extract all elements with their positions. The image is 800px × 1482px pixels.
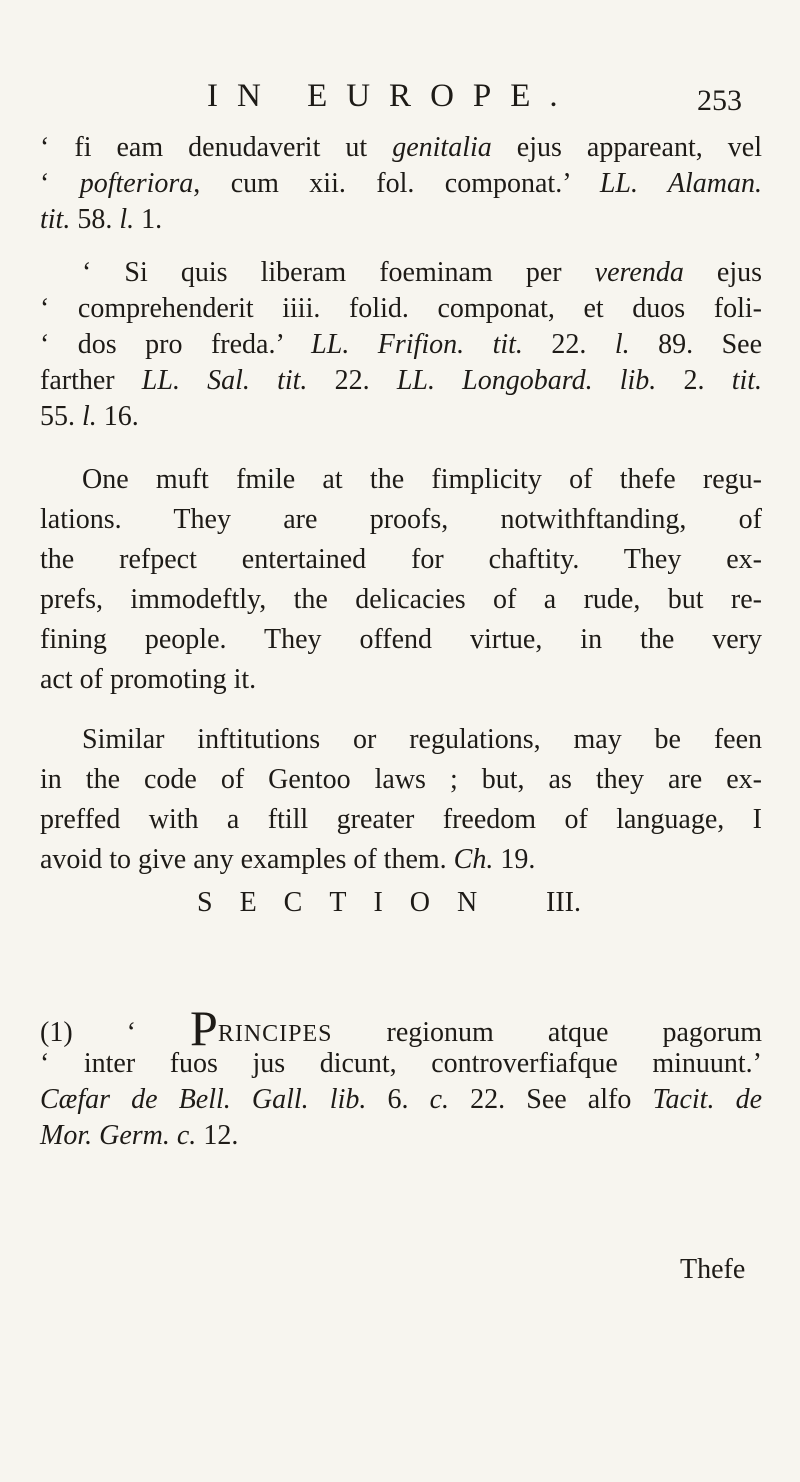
text-line: ‘ fi eam denudaverit ut genitalia ejus appareant, vel bbox=[40, 132, 762, 163]
text-line: Similar inftitutions or regulations, may be feen bbox=[82, 724, 762, 755]
text-line: fining people. They offend virtue, in the very bbox=[40, 624, 762, 655]
text-line: in the code of Gentoo laws ; but, as they are ex- bbox=[40, 764, 762, 795]
section-number: III. bbox=[546, 887, 581, 918]
text-line: ‘ inter fuos jus dicunt, controverfiafque minuunt.’ bbox=[40, 1048, 762, 1079]
text-line: act of promoting it. bbox=[40, 664, 257, 695]
text-line: ‘ Si quis liberam foeminam per verenda ejus bbox=[82, 257, 763, 288]
text-line: ‘ dos pro freda.’ LL. Frifion. tit. 22. l. 89. See bbox=[40, 329, 763, 360]
text-line: Mor. Germ. c. 12. bbox=[40, 1120, 239, 1151]
text-line: (1) ‘ PRINCIPES regionum atque pagorum bbox=[40, 1000, 762, 1056]
text-line: prefs, immodeftly, the delicacies of a rude, but re- bbox=[40, 584, 762, 615]
page-number: 253 bbox=[697, 84, 742, 117]
text-line: preffed with a ftill greater freedom of language, I bbox=[40, 804, 762, 835]
text-line: ‘ comprehenderit iiii. folid. componat, et duos foli- bbox=[40, 293, 762, 324]
running-title: IN EUROPE. bbox=[207, 78, 577, 114]
section-label: SECTION bbox=[197, 887, 505, 918]
text-line: tit. 58. l. 1. bbox=[40, 204, 163, 235]
text-line: avoid to give any examples of them. Ch. 19. bbox=[40, 844, 536, 875]
catchword: Thefe bbox=[680, 1254, 746, 1285]
page-header bbox=[0, 78, 800, 118]
text-line: farther LL. Sal. tit. 22. LL. Longobard. lib. 2. tit. bbox=[40, 365, 763, 396]
text-line: lations. They are proofs, notwithftanding, of bbox=[40, 504, 762, 535]
text-line: Cæfar de Bell. Gall. lib. 6. c. 22. See alfo Tacit. de bbox=[40, 1084, 763, 1115]
text-line: ‘ pofteriora, cum xii. fol. componat.’ LL. Alaman. bbox=[40, 168, 763, 199]
text-line: One muft fmile at the fimplicity of thefe regu- bbox=[82, 464, 762, 495]
text-line: 55. l. 16. bbox=[40, 401, 139, 432]
text-line: the refpect entertained for chaftity. They ex- bbox=[40, 544, 762, 575]
